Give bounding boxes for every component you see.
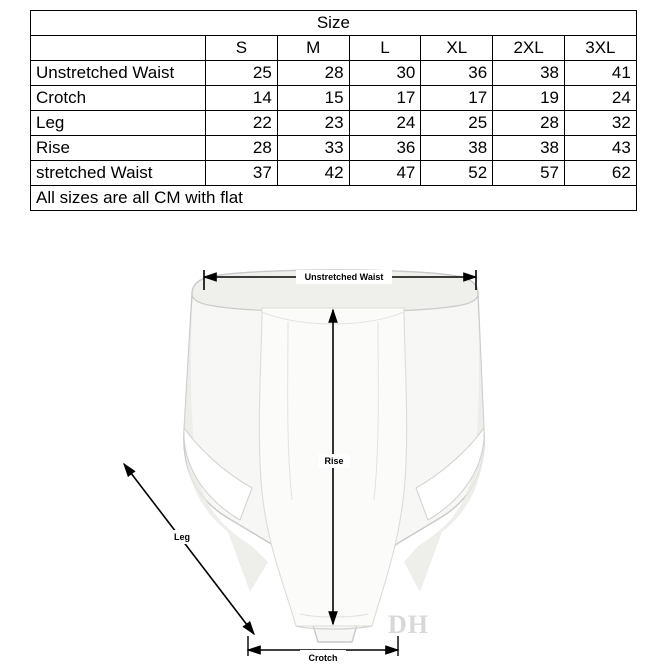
cell-leg-3xl: 32 — [564, 111, 636, 136]
cell-leg-2xl: 28 — [493, 111, 565, 136]
cell-rise-s: 28 — [206, 136, 278, 161]
size-table — [30, 10, 637, 211]
table-row — [31, 111, 637, 136]
row-label-crotch: Crotch — [31, 86, 206, 111]
table-row — [31, 86, 637, 111]
cell-rise-3xl: 43 — [564, 136, 636, 161]
table-title-row — [31, 11, 637, 36]
row-label-rise: Rise — [31, 136, 206, 161]
table-row — [31, 61, 637, 86]
cell-stretched-waist-3xl: 62 — [564, 161, 636, 186]
cell-stretched-waist-l: 47 — [349, 161, 421, 186]
cell-crotch-s: 14 — [206, 86, 278, 111]
cell-rise-xl: 38 — [421, 136, 493, 161]
cell-unstretched-waist-3xl: 41 — [564, 61, 636, 86]
cell-stretched-waist-m: 42 — [277, 161, 349, 186]
table-note-row — [31, 186, 637, 211]
cell-rise-2xl: 38 — [493, 136, 565, 161]
table-row — [31, 161, 637, 186]
cell-leg-m: 23 — [277, 111, 349, 136]
cell-unstretched-waist-m: 28 — [277, 61, 349, 86]
cell-rise-l: 36 — [349, 136, 421, 161]
cell-stretched-waist-xl: 52 — [421, 161, 493, 186]
cell-leg-xl: 25 — [421, 111, 493, 136]
cell-unstretched-waist-s: 25 — [206, 61, 278, 86]
row-label-unstretched-waist: Unstretched Waist — [31, 61, 206, 86]
cell-unstretched-waist-l: 30 — [349, 61, 421, 86]
label-crotch: Crotch — [308, 653, 338, 663]
row-label-leg: Leg — [31, 111, 206, 136]
cell-leg-s: 22 — [206, 111, 278, 136]
header-cell-xl: XL — [421, 36, 493, 61]
cell-crotch-2xl: 19 — [493, 86, 565, 111]
label-rise: Rise — [324, 456, 344, 466]
header-cell-blank — [31, 36, 206, 61]
table-header-row — [31, 36, 637, 61]
label-unstretched-waist: Unstretched Waist — [304, 272, 384, 282]
table-note: All sizes are all CM with flat — [31, 186, 637, 211]
table-row — [31, 136, 637, 161]
header-cell-3xl: 3XL — [564, 36, 636, 61]
size-table-container — [30, 10, 636, 211]
cell-unstretched-waist-2xl: 38 — [493, 61, 565, 86]
label-leg: Leg — [173, 532, 191, 542]
cell-crotch-m: 15 — [277, 86, 349, 111]
header-cell-2xl: 2XL — [493, 36, 565, 61]
table-title: Size — [31, 11, 637, 36]
cell-stretched-waist-2xl: 57 — [493, 161, 565, 186]
cell-stretched-waist-s: 37 — [206, 161, 278, 186]
row-label-stretched-waist: stretched Waist — [31, 161, 206, 186]
cell-rise-m: 33 — [277, 136, 349, 161]
cell-unstretched-waist-xl: 36 — [421, 61, 493, 86]
cell-crotch-xl: 17 — [421, 86, 493, 111]
header-cell-s: S — [206, 36, 278, 61]
cell-crotch-l: 17 — [349, 86, 421, 111]
header-cell-m: M — [277, 36, 349, 61]
cell-leg-l: 24 — [349, 111, 421, 136]
cell-crotch-3xl: 24 — [564, 86, 636, 111]
garment-diagram — [0, 232, 666, 666]
watermark: DH — [388, 610, 429, 639]
header-cell-l: L — [349, 36, 421, 61]
